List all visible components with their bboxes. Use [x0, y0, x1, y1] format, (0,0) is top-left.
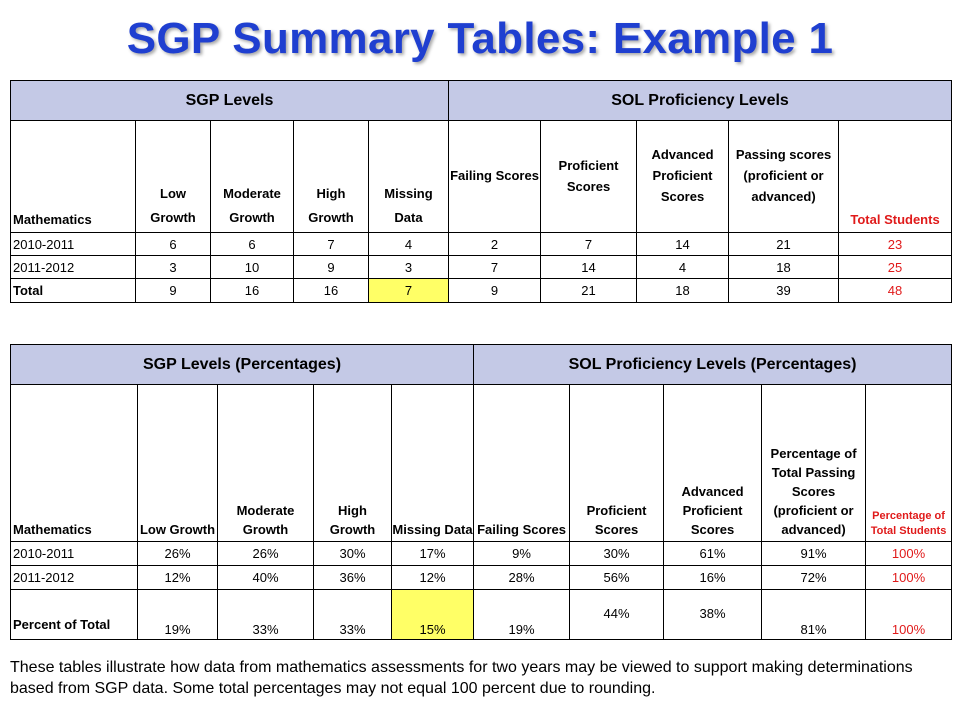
header-moderate-growth: Moderate Growth	[218, 385, 314, 542]
cell-low-growth: 6	[136, 233, 211, 256]
header-proficient-scores: Proficient Scores	[570, 385, 664, 542]
cell-advanced-proficient-scores: 16%	[664, 566, 762, 590]
cell-high-growth: 16	[294, 279, 369, 303]
band-sgp-levels-percentages: SGP Levels (Percentages)	[11, 345, 474, 385]
header-low-growth: Low Growth	[138, 385, 218, 542]
cell-advanced-proficient-scores: 18	[637, 279, 729, 303]
table-row-total	[11, 279, 952, 303]
cell-missing-data-highlight: 7	[369, 279, 449, 303]
cell-moderate-growth: 10	[211, 256, 294, 279]
cell-total-students: 100%	[866, 566, 952, 590]
cell-low-growth: 26%	[138, 542, 218, 566]
page-title: SGP Summary Tables: Example 1	[126, 14, 834, 63]
table-band-row	[11, 345, 952, 385]
header-high-growth: High Growth	[314, 385, 392, 542]
cell-total-students: 48	[839, 279, 952, 303]
row-label: Percent of Total	[11, 590, 138, 640]
band-sgp-levels: SGP Levels	[11, 81, 449, 121]
cell-proficient-scores: 30%	[570, 542, 664, 566]
row-label: 2010-2011	[11, 542, 138, 566]
cell-proficient-scores: 14	[541, 256, 637, 279]
cell-proficient-scores: 7	[541, 233, 637, 256]
sgp-percentages-table	[10, 344, 952, 640]
cell-proficient-scores: 56%	[570, 566, 664, 590]
cell-missing-data: 3	[369, 256, 449, 279]
table-row	[11, 233, 952, 256]
cell-proficient-scores: 21	[541, 279, 637, 303]
cell-failing-scores: 9	[449, 279, 541, 303]
header-percentage-passing-scores: Percentage of Total Passing Scores (proficient or advanced)	[762, 385, 866, 542]
band-sol-proficiency-levels-percentages: SOL Proficiency Levels (Percentages)	[474, 345, 952, 385]
cell-advanced-proficient-scores: 38%	[664, 590, 762, 640]
cell-moderate-growth: 16	[211, 279, 294, 303]
table-row-total	[11, 590, 952, 640]
cell-missing-data: 12%	[392, 566, 474, 590]
row-label: Total	[11, 279, 136, 303]
cell-moderate-growth: 26%	[218, 542, 314, 566]
cell-proficient-scores: 44%	[570, 590, 664, 640]
cell-high-growth: 30%	[314, 542, 392, 566]
header-moderate-growth: Moderate Growth	[211, 121, 294, 233]
cell-advanced-proficient-scores: 61%	[664, 542, 762, 566]
cell-low-growth: 19%	[138, 590, 218, 640]
header-missing-data: Missing Data	[369, 121, 449, 233]
cell-moderate-growth: 6	[211, 233, 294, 256]
cell-missing-data-highlight: 15%	[392, 590, 474, 640]
cell-moderate-growth: 40%	[218, 566, 314, 590]
cell-high-growth: 7	[294, 233, 369, 256]
header-missing-data: Missing Data	[392, 385, 474, 542]
cell-advanced-proficient-scores: 4	[637, 256, 729, 279]
sgp-summary-table	[10, 80, 952, 303]
cell-passing-scores: 81%	[762, 590, 866, 640]
header-advanced-proficient-scores: Advanced Proficient Scores	[664, 385, 762, 542]
cell-failing-scores: 2	[449, 233, 541, 256]
cell-high-growth: 9	[294, 256, 369, 279]
header-failing-scores: Failing Scores	[474, 385, 570, 542]
cell-advanced-proficient-scores: 14	[637, 233, 729, 256]
cell-failing-scores: 28%	[474, 566, 570, 590]
header-passing-scores: Passing scores (proficient or advanced)	[729, 121, 839, 233]
cell-low-growth: 9	[136, 279, 211, 303]
header-percentage-total-students: Percentage of Total Students	[866, 385, 952, 542]
column-header-row	[11, 121, 952, 233]
row-label: 2010-2011	[11, 233, 136, 256]
header-mathematics: Mathematics	[11, 385, 138, 542]
header-failing-scores: Failing Scores	[449, 121, 541, 233]
cell-total-students: 23	[839, 233, 952, 256]
footnote: These tables illustrate how data from mathematics assessments for two years may be viewed to support making determinations based from SGP data. Some total percentages may not equal 100 percent due to rounding.	[10, 659, 913, 697]
header-advanced-proficient-scores: Advanced Proficient Scores	[637, 121, 729, 233]
cell-passing-scores: 91%	[762, 542, 866, 566]
cell-passing-scores: 18	[729, 256, 839, 279]
cell-missing-data: 4	[369, 233, 449, 256]
table-row	[11, 566, 952, 590]
table-row	[11, 542, 952, 566]
cell-failing-scores: 9%	[474, 542, 570, 566]
cell-moderate-growth: 33%	[218, 590, 314, 640]
band-sol-proficiency-levels: SOL Proficiency Levels	[449, 81, 952, 121]
cell-low-growth: 12%	[138, 566, 218, 590]
table-band-row	[11, 81, 952, 121]
cell-high-growth: 36%	[314, 566, 392, 590]
table-row	[11, 256, 952, 279]
cell-failing-scores: 7	[449, 256, 541, 279]
cell-passing-scores: 72%	[762, 566, 866, 590]
column-header-row	[11, 385, 952, 542]
cell-passing-scores: 39	[729, 279, 839, 303]
row-label: 2011-2012	[11, 566, 138, 590]
cell-total-students: 25	[839, 256, 952, 279]
cell-missing-data: 17%	[392, 542, 474, 566]
cell-high-growth: 33%	[314, 590, 392, 640]
header-mathematics: Mathematics	[11, 121, 136, 233]
cell-failing-scores: 19%	[474, 590, 570, 640]
header-low-growth: Low Growth	[136, 121, 211, 233]
cell-passing-scores: 21	[729, 233, 839, 256]
header-total-students: Total Students	[839, 121, 952, 233]
cell-total-students: 100%	[866, 590, 952, 640]
cell-low-growth: 3	[136, 256, 211, 279]
row-label: 2011-2012	[11, 256, 136, 279]
cell-total-students: 100%	[866, 542, 952, 566]
header-high-growth: High Growth	[294, 121, 369, 233]
header-proficient-scores: Proficient Scores	[541, 121, 637, 233]
